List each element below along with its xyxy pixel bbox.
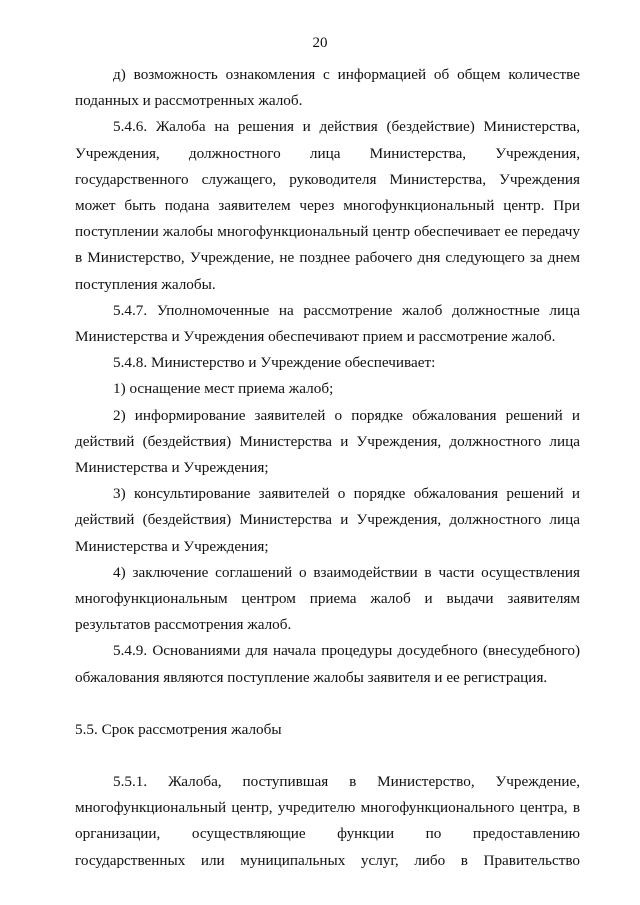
paragraph-item-d: д) возможность ознакомления с информацией об общем количестве поданных и рассмотренных жалоб. [75, 66, 580, 110]
paragraph-list-item-1: 1) оснащение мест приема жалоб; [113, 380, 334, 398]
paragraph-5-4-8: 5.4.8. Министерство и Учреждение обеспечивает: [113, 354, 436, 372]
paragraph-5-4-7: 5.4.7. Уполномоченные на рассмотрение жалоб должностные лица Министерства и Учреждения обеспечивают прием и рассмотрение жалоб. [75, 301, 580, 346]
paragraph-list-item-3: 3) консультирование заявителей о порядке обжалования решений и действий (бездействия) Министерства и Учреждения, должностного лица Министерства и Учреждения; [75, 485, 580, 555]
paragraph-list-item-4: 4) заключение соглашений о взаимодействии в части осуществления многофункциональным центром приема жалоб и выдачи заявителям результатов рассмотрения жалоб. [75, 563, 580, 634]
paragraph-5-4-6: 5.4.6. Жалоба на решения и действия (бездействие) Министерства, Учреждения, должностного лица Министерства, Учреждения, государственного служащего, руководителя Министерства, Учреждения может быть подана заявителем через многофункциональный центр. При поступлении жалобы многофункциональный центр обеспечивает ее передачу в Министерство, Учреждение, не позднее рабочего дня следующего за днем поступления жалобы. [75, 118, 580, 293]
page-number: 20 [312, 35, 328, 51]
paragraph-list-item-2: 2) информирование заявителей о порядке обжалования решений и действий (бездействия) Министерства и Учреждения, должностного лица Министерства и Учреждения; [75, 406, 580, 477]
paragraph-5-5-1: 5.5.1. Жалоба, поступившая в Министерство, Учреждение, многофункциональный центр, учредителю многофункционального центра, в организации, осуществляющие функции по предоставлению государственных или муниципальных услуг, либо в Правительство [75, 773, 580, 869]
section-heading: 5.5. Срок рассмотрения жалобы [75, 720, 282, 738]
document-body [75, 62, 580, 874]
paragraph-5-4-9: 5.4.9. Основаниями для начала процедуры досудебного (внесудебного) обжалования являются поступление жалобы заявителя и ее регистрация. [75, 642, 580, 686]
